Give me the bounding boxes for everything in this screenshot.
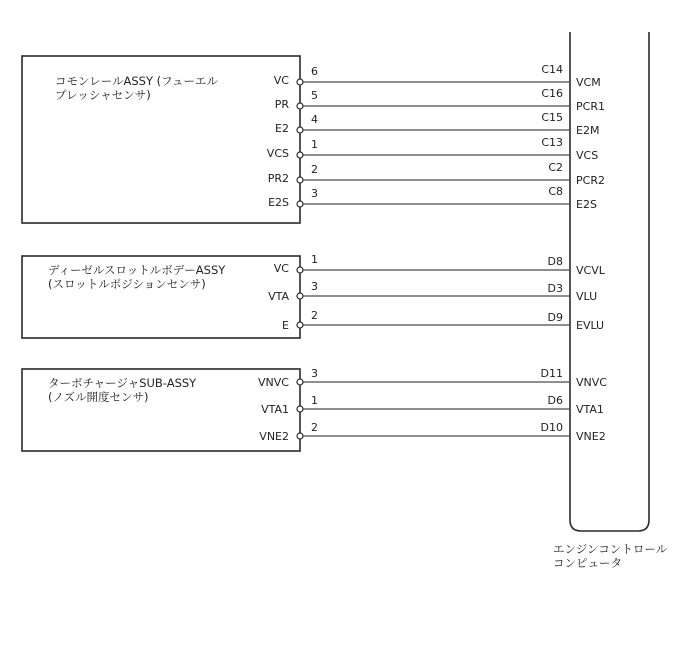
ecu-pin: C14 — [541, 63, 563, 76]
pin-number: 3 — [311, 280, 318, 293]
pin-name: PR — [274, 98, 289, 111]
pin-number: 1 — [311, 394, 318, 407]
ecu-terminal: EVLU — [576, 319, 605, 332]
component-title-line-2: (ノズル開度センサ) — [48, 390, 149, 404]
ecu-terminal: VNE2 — [576, 430, 606, 443]
pin-number: 4 — [311, 113, 318, 126]
wire-vnvc-vnvc — [258, 367, 607, 389]
wire-vc-vcvl — [274, 253, 606, 277]
pin-number: 2 — [311, 163, 318, 176]
pin-name: VC — [273, 74, 289, 87]
pin-name: VTA — [268, 290, 289, 303]
wire-e2s-e2s — [268, 185, 597, 211]
pin-name: E2S — [268, 196, 289, 209]
pin-number: 3 — [311, 367, 318, 380]
wire-e2-e2m — [275, 111, 599, 137]
wire-pr2-pcr2 — [268, 161, 605, 187]
connector-node — [297, 433, 303, 439]
component-title-line-1: ターボチャージャSUB-ASSY — [48, 376, 197, 390]
pin-number: 2 — [311, 421, 318, 434]
ecu-terminal: VCVL — [576, 264, 605, 277]
pin-number: 3 — [311, 187, 318, 200]
pin-number: 2 — [311, 309, 318, 322]
connector-node — [297, 293, 303, 299]
ecu-pin: C15 — [541, 111, 563, 124]
wire-vta-vlu — [268, 280, 597, 303]
ecu-terminal: PCR1 — [576, 100, 605, 113]
connector-node — [297, 127, 303, 133]
connector-node — [297, 201, 303, 207]
wire-pr-pcr1 — [275, 87, 605, 113]
ecu-pin: C16 — [541, 87, 563, 100]
ecu-pin: C13 — [541, 136, 563, 149]
component-title-line-1: コモンレールASSY (フューエル — [55, 74, 219, 88]
wire-vc-vcm — [274, 63, 601, 89]
component-common-rail — [22, 56, 300, 223]
connector-node — [297, 152, 303, 158]
connector-node — [297, 79, 303, 85]
ecu-terminal: E2S — [576, 198, 597, 211]
ecu — [553, 32, 668, 570]
ecu-terminal: VTA1 — [576, 403, 604, 416]
ecu-terminal: VCM — [576, 76, 601, 89]
connector-node — [297, 322, 303, 328]
ecu-pin: D9 — [547, 311, 563, 324]
connector-node — [297, 103, 303, 109]
ecu-terminal: VLU — [576, 290, 598, 303]
pin-name: E — [282, 319, 289, 332]
pin-name: VTA1 — [261, 403, 289, 416]
component-title-line-1: ディーゼルスロットルボデーASSY — [48, 263, 226, 277]
component-title-line-2: (スロットルポジションセンサ) — [48, 277, 206, 291]
ecu-pin: D10 — [540, 421, 563, 434]
pin-name: E2 — [275, 122, 289, 135]
wire-vta1-vta1 — [261, 394, 604, 416]
ecu-pin: C2 — [548, 161, 563, 174]
ecu-pin: D8 — [547, 255, 563, 268]
pin-number: 1 — [311, 253, 318, 266]
ecu-pin: D3 — [547, 282, 563, 295]
component-title-line-2: プレッシャセンサ) — [55, 88, 151, 102]
ecu-terminal: VCS — [576, 149, 599, 162]
ecu-terminal: VNVC — [576, 376, 607, 389]
pin-name: VC — [273, 262, 289, 275]
wire-vne2-vne2 — [259, 421, 605, 443]
connector-node — [297, 267, 303, 273]
connector-node — [297, 406, 303, 412]
pin-number: 5 — [311, 89, 318, 102]
pin-name: VNVC — [258, 376, 289, 389]
pin-name: PR2 — [267, 172, 289, 185]
ecu-terminal: E2M — [576, 124, 600, 137]
connector-node — [297, 379, 303, 385]
pin-number: 1 — [311, 138, 318, 151]
pin-number: 6 — [311, 65, 318, 78]
pin-name: VCS — [266, 147, 289, 160]
pin-name: VNE2 — [259, 430, 289, 443]
ecu-title-line-1: エンジンコントロール — [553, 542, 668, 556]
wire-e-evlu — [282, 309, 604, 332]
ecu-pin: D6 — [547, 394, 563, 407]
ecu-pin: D11 — [540, 367, 563, 380]
wire-vcs-vcs — [267, 136, 598, 162]
ecu-terminal: PCR2 — [576, 174, 605, 187]
ecu-title-line-2: コンピュータ — [553, 556, 622, 570]
component-throttle-body — [22, 256, 300, 338]
connector-node — [297, 177, 303, 183]
ecu-pin: C8 — [548, 185, 563, 198]
